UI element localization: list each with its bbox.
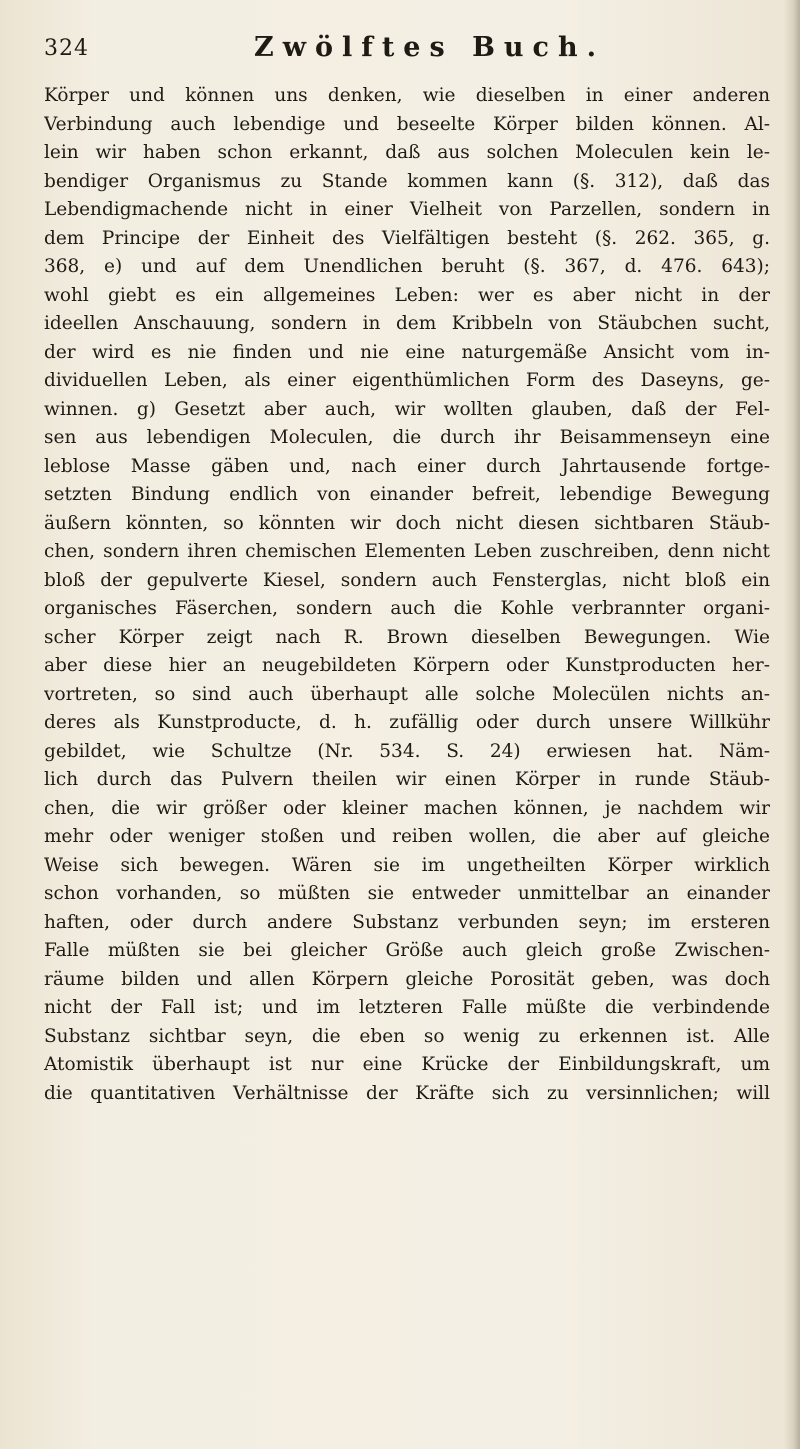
text-line: Substanz sichtbar seyn, die eben so wenig zu erkennen ist. Alle [44,1025,770,1047]
text-line: lein wir haben schon erkannt, daß aus solchen Moleculen kein le- [44,142,770,163]
running-title: Zwölftes Buch. [254,32,606,63]
text-line: Lebendigmachende nicht in einer Vielheit von Parzellen, sondern in [44,199,770,220]
text-line: nicht der Fall ist; und im letzteren Falle müßte die verbindende [44,997,770,1018]
text-line: sen aus lebendigen Moleculen, die durch ihr Beisammenseyn eine [44,427,770,448]
text-line: Atomistik überhaupt ist nur eine Krücke der Einbildungskraft, um [44,1054,770,1075]
text-line: ideellen Anschauung, sondern in dem Kribbeln von Stäubchen sucht, [44,313,770,334]
text-line: bendiger Organismus zu Stande kommen kann (§. 312), daß das [44,170,770,192]
text-line: aber diese hier an neugebildeten Körpern oder Kunstproducten her- [44,655,770,676]
text-line: gebildet, wie Schultze (Nr. 534. S. 24) erwiesen hat. Näm- [44,740,770,762]
text-line: deres als Kunstproducte, d. h. zufällig oder durch unsere Willkühr [44,712,770,733]
text-line: dividuellen Leben, als einer eigenthümlichen Form des Daseyns, ge- [44,370,770,391]
text-line: äußern könnten, so könnten wir doch nicht diesen sichtbaren Stäub- [44,512,770,534]
text-line: Weise sich bewegen. Wären sie im ungetheilten Körper wirklich [44,854,770,876]
text-line: Verbindung auch lebendige und beseelte Körper bilden können. Al- [44,113,770,135]
text-line: Falle müßten sie bei gleicher Größe auch gleich große Zwischen- [44,940,770,961]
text-line: die quantitativen Verhältnisse der Kräfte sich zu versinnlichen; will [44,1082,770,1104]
text-line: schon vorhanden, so müßten sie entweder unmittelbar an einander [44,883,770,904]
text-line: chen, die wir größer oder kleiner machen können, je nachdem wir [44,797,770,819]
text-line: Körper und können uns denken, wie dieselben in einer anderen [44,85,770,106]
text-line: der wird es nie finden und nie eine naturgemäße Ansicht vom in- [44,341,770,363]
text-line: organisches Fäserchen, sondern auch die Kohle verbrannter organi- [44,598,770,619]
text-line: dem Principe der Einheit des Vielfältigen besteht (§. 262. 365, g. [44,227,770,249]
text-line: 368, e) und auf dem Unendlichen beruht (§. 367, d. 476. 643); [44,256,770,277]
text-line: leblose Masse gäben und, nach einer durch Jahrtausende fortge- [44,455,770,477]
page-number: 324 [44,36,89,61]
body-text [44,82,770,1108]
text-line: winnen. g) Gesetzt aber auch, wir wollten glauben, daß der Fel- [44,398,770,420]
text-line: scher Körper zeigt nach R. Brown dieselben Bewegungen. Wie [44,626,770,648]
text-line: haften, oder durch andere Substanz verbunden seyn; im ersteren [44,911,770,933]
text-line: lich durch das Pulvern theilen wir einen Körper in runde Stäub- [44,769,770,790]
text-line: setzten Bindung endlich von einander befreit, lebendige Bewegung [44,484,770,505]
text-line: vortreten, so sind auch überhaupt alle solche Molecülen nichts an- [44,683,770,705]
page-edge-shadow [784,0,800,1449]
page-header [44,32,764,72]
text-line: bloß der gepulverte Kiesel, sondern auch Fensterglas, nicht bloß ein [44,569,770,591]
text-line: wohl giebt es ein allgemeines Leben: wer es aber nicht in der [44,284,770,306]
text-line: mehr oder weniger stoßen und reiben wollen, die aber auf gleiche [44,826,770,847]
text-line: räume bilden und allen Körpern gleiche Porosität geben, was doch [44,968,770,990]
text-line: chen, sondern ihren chemischen Elementen Leben zuschreiben, denn nicht [44,541,770,562]
